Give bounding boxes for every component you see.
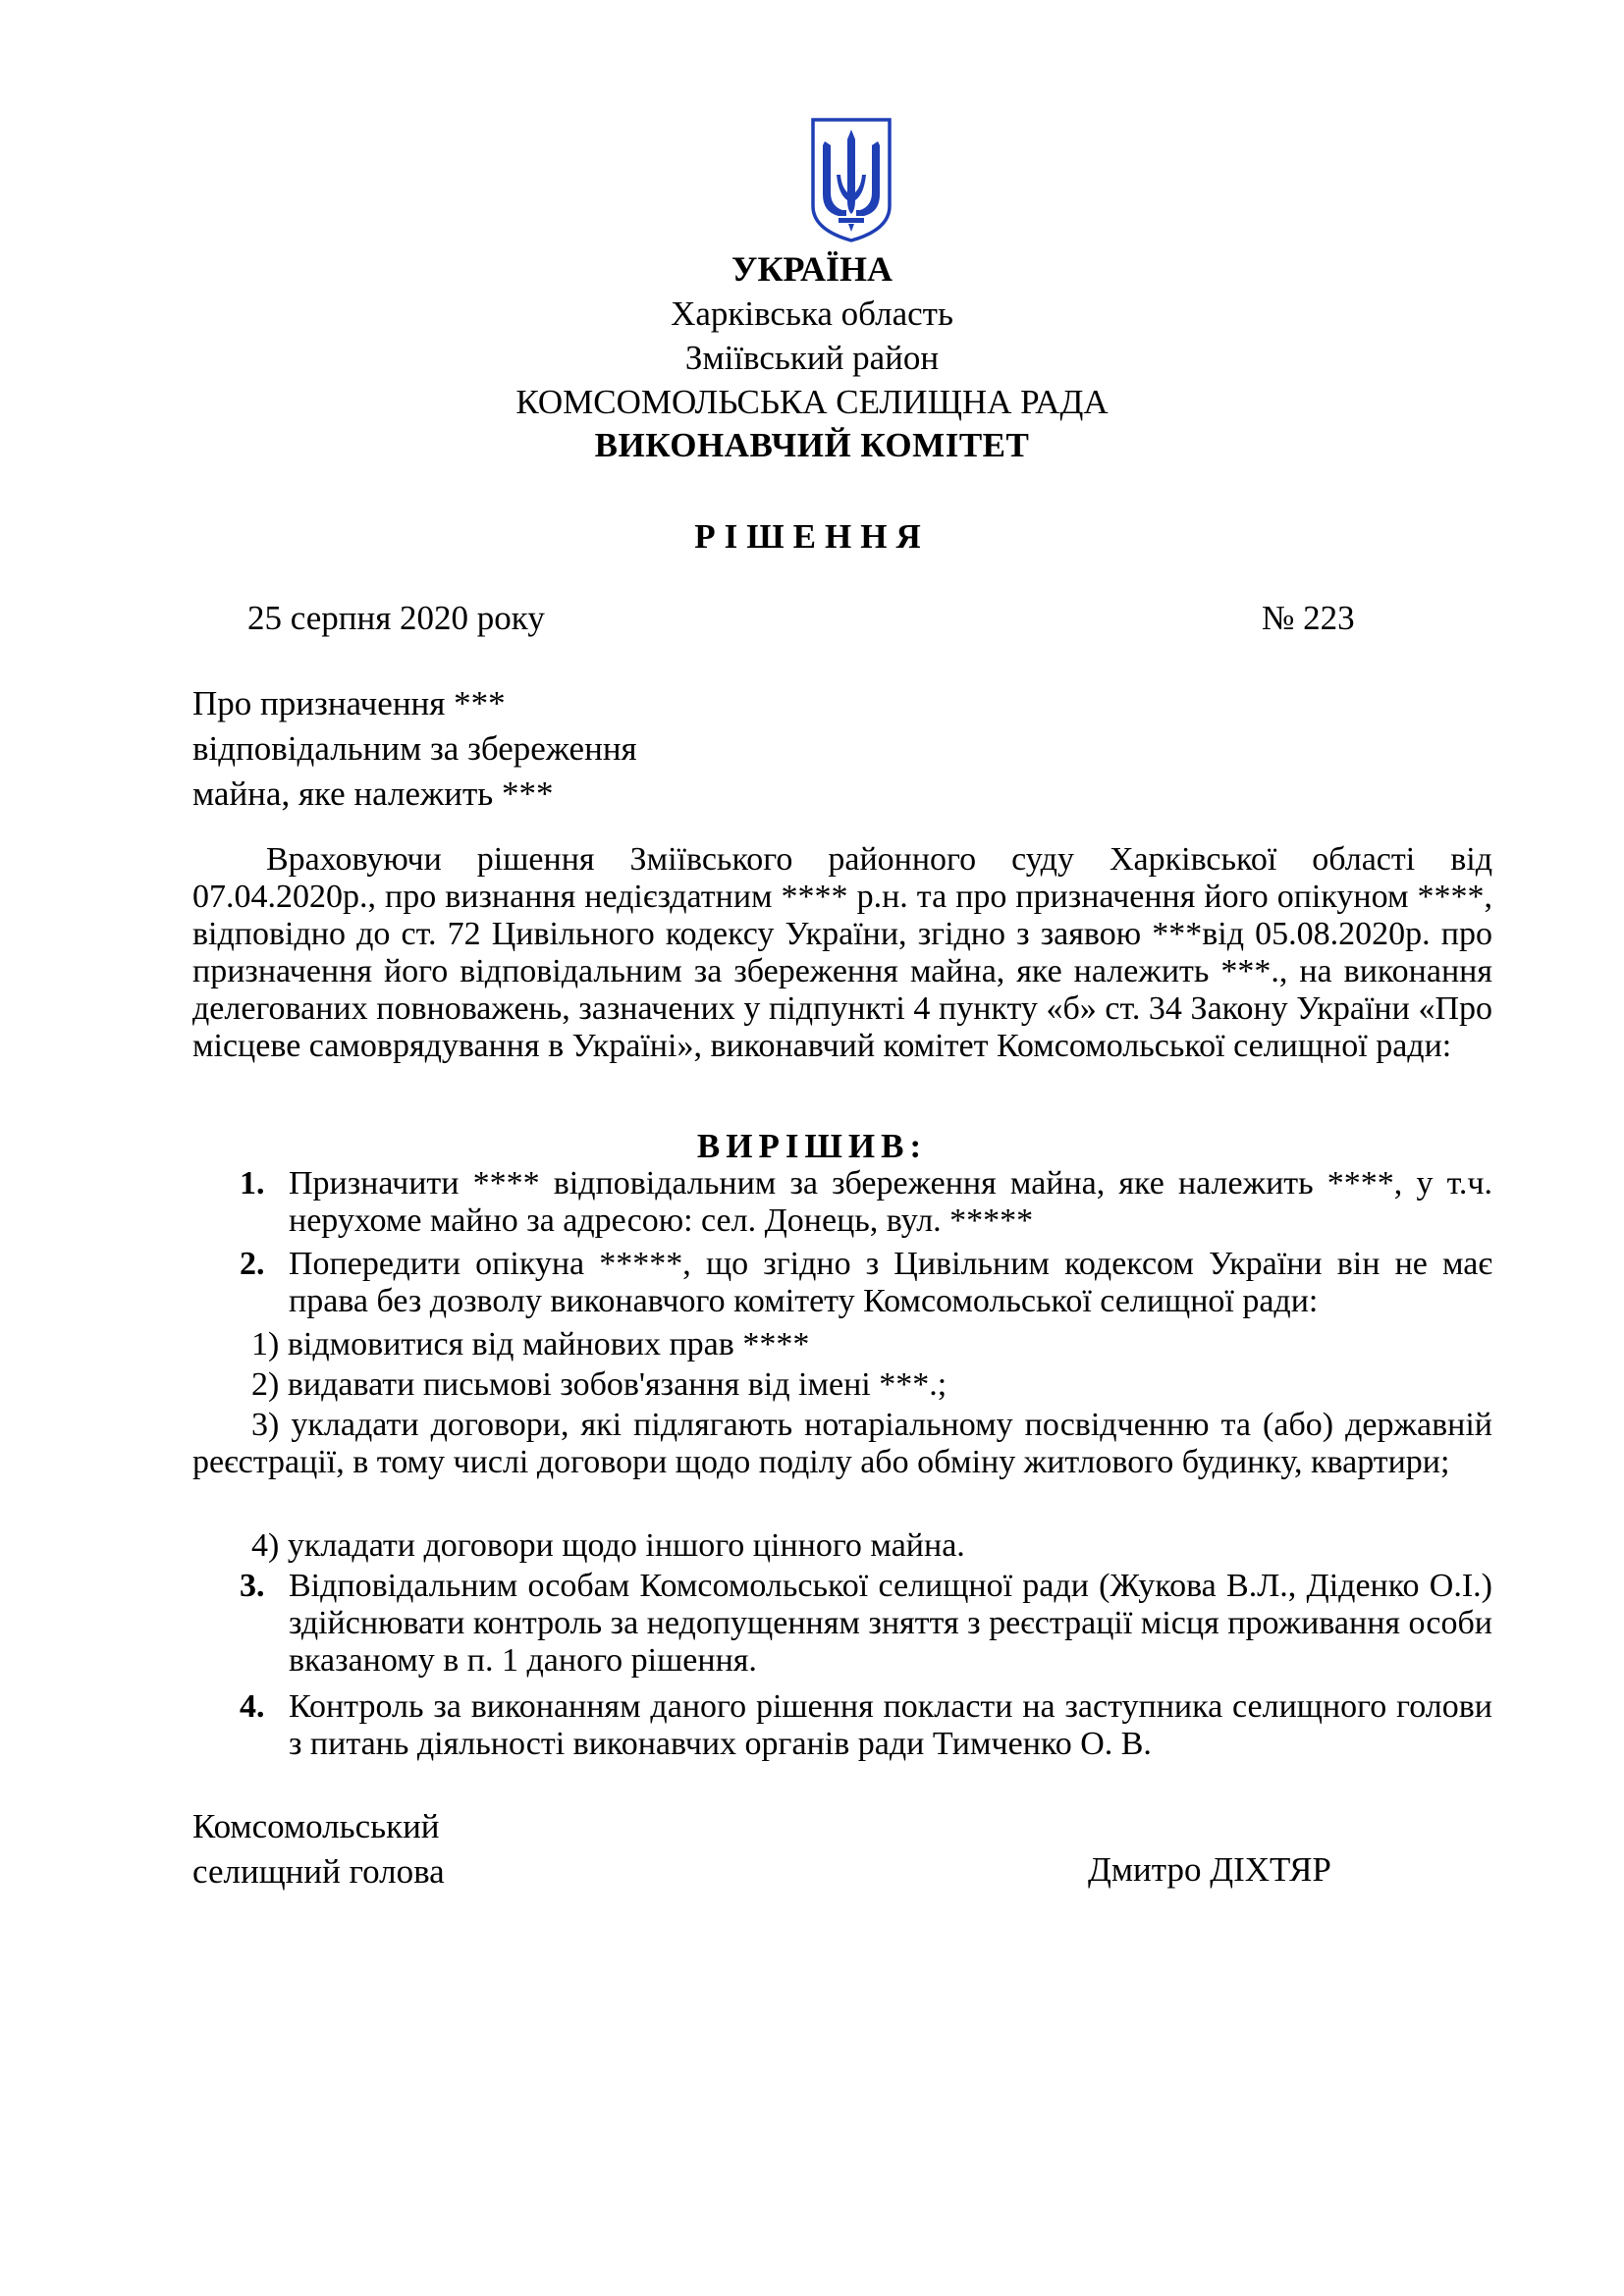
resolution-item-4 (240, 1688, 1492, 1763)
subitem-4: 4) укладати договори щодо іншого цінного майна. (251, 1527, 965, 1564)
resolution-item-1 (240, 1165, 1492, 1240)
ukraine-trident-emblem-icon (809, 116, 893, 243)
signatory-title-line: селищний голова (192, 1852, 445, 1891)
document-subject (192, 681, 880, 817)
preamble-paragraph: Враховуючи рішення Зміївського районного суду Харківської області від 07.04.2020р., про визнання недієздатним **** р.н. та про призначення його опікуном ****, відповідно до ст. 72 Цивільного кодексу України, згідно з заявою ***від 05.08.2020р. про призначення його відповідальним за збереження майна, яке належить ***., на виконання делегованих повноважень, зазначених у підпункті 4 пункту «б» ст. 34 Закону України «Про місцеве самоврядування в Україні», виконавчий комітет Комсомольської селищної ради: (192, 841, 1492, 1064)
item-text: Контроль за виконанням даного рішення покласти на заступника селищного голови з питань діяльності виконавчих органів ради Тимченко О. В. (289, 1688, 1492, 1762)
subitem-3: 3) укладати договори, які підлягають нотаріальному посвідченню та (або) державній реєстрації, в тому числі договори щодо поділу або обміну житлового будинку, квартири; (192, 1407, 1492, 1480)
oblast-name: Харківська область (671, 294, 953, 333)
signatory-name: Дмитро ДІХТЯР (1088, 1850, 1331, 1889)
subitem-1: 1) відмовитися від майнових прав **** (251, 1326, 810, 1362)
item-text: Попередити опікуна *****, що згідно з Цивільним кодексом України він не має права без дозволу виконавчого комітету Комсомольської селищної ради: (289, 1246, 1492, 1319)
committee-name: ВИКОНАВЧИЙ КОМІТЕТ (594, 426, 1030, 464)
resolution-item-2 (240, 1246, 1492, 1320)
item-text: Відповідальним особам Комсомольської селищної ради (Жукова В.Л., Діденко О.І.) здійснювати контроль за недопущенням зняття з реєстрації місця проживання особи вказаному в п. 1 даного рішення. (289, 1568, 1492, 1679)
document-date: 25 серпня 2020 року (247, 599, 545, 637)
signatory-title-line: Комсомольський (192, 1807, 440, 1845)
subject-line: майна, яке належить *** (192, 774, 554, 813)
resolved-heading: ВИРІШИВ: (696, 1127, 928, 1165)
raion-name: Зміївський район (684, 339, 940, 377)
subitem-2: 2) видавати письмові зобов'язання від імені ***.; (251, 1366, 947, 1403)
document-type-title: РІШЕННЯ (694, 517, 930, 556)
item-number: 3. (240, 1568, 265, 1604)
item-number: 2. (240, 1246, 265, 1282)
item-number: 4. (240, 1688, 265, 1725)
country-name: УКРАЇНА (731, 249, 893, 289)
signatory-title (192, 1804, 445, 1895)
item-number: 1. (240, 1165, 265, 1201)
subject-line: Про призначення *** (192, 684, 506, 722)
document-number: № 223 (1262, 599, 1355, 637)
item-text: Призначити **** відповідальним за збереження майна, яке належить ****, у т.ч. нерухоме майно за адресою: сел. Донець, вул. ***** (289, 1165, 1492, 1239)
subject-line: відповідальним за збереження (192, 729, 637, 768)
council-name: КОМСОМОЛЬСЬКА СЕЛИЩНА РАДА (515, 383, 1109, 421)
resolution-item-3 (240, 1568, 1492, 1680)
